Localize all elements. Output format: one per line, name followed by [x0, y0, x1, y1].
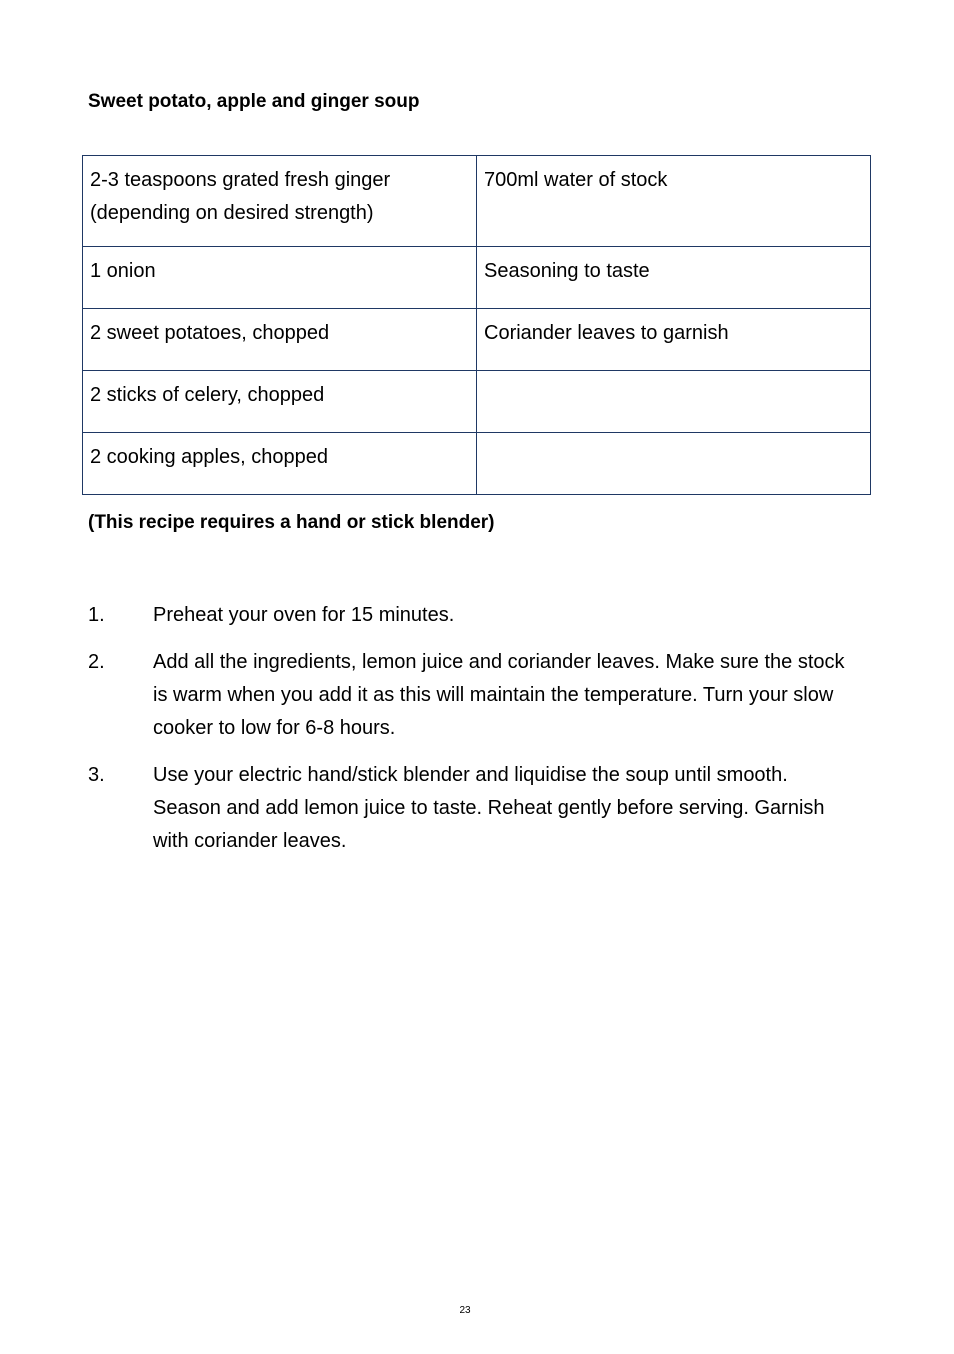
list-item — [88, 759, 858, 858]
step-number: 1. — [88, 604, 105, 626]
blender-note: (This recipe requires a hand or stick blender) — [88, 512, 495, 533]
step-text: Use your electric hand/stick blender and liquidise the soup until smooth. Season and add lemon juice to taste. Reheat gently before serving. Garnish with coriander leaves. — [153, 764, 825, 852]
step-number: 3. — [88, 764, 105, 786]
ingredient-cell: Coriander leaves to garnish — [477, 309, 871, 371]
ingredient-cell: 2 cooking apples, chopped — [83, 433, 477, 495]
ingredient-cell: 1 onion — [83, 247, 477, 309]
ingredient-cell: 2-3 teaspoons grated fresh ginger (depending on desired strength) — [83, 156, 477, 247]
ingredient-cell: 2 sticks of celery, chopped — [83, 371, 477, 433]
table-row — [83, 156, 871, 247]
step-text: Add all the ingredients, lemon juice and coriander leaves. Make sure the stock is warm when you add it as this will maintain the temperature. Turn your slow cooker to low for 6-8 hours. — [153, 651, 845, 739]
list-item — [88, 646, 858, 745]
ingredient-cell — [477, 371, 871, 433]
ingredient-cell: 2 sweet potatoes, chopped — [83, 309, 477, 371]
ingredient-cell: Seasoning to taste — [477, 247, 871, 309]
table-row — [83, 309, 871, 371]
ingredient-cell: 700ml water of stock — [477, 156, 871, 247]
recipe-title: Sweet potato, apple and ginger soup — [88, 91, 420, 112]
step-text: Preheat your oven for 15 minutes. — [153, 604, 455, 626]
table-row — [83, 371, 871, 433]
table-row — [83, 247, 871, 309]
table-row — [83, 433, 871, 495]
method-steps — [88, 599, 858, 872]
ingredients-table — [82, 155, 871, 495]
list-item — [88, 599, 858, 632]
ingredient-cell — [477, 433, 871, 495]
step-number: 2. — [88, 651, 105, 673]
page-number: 23 — [459, 1305, 471, 1316]
